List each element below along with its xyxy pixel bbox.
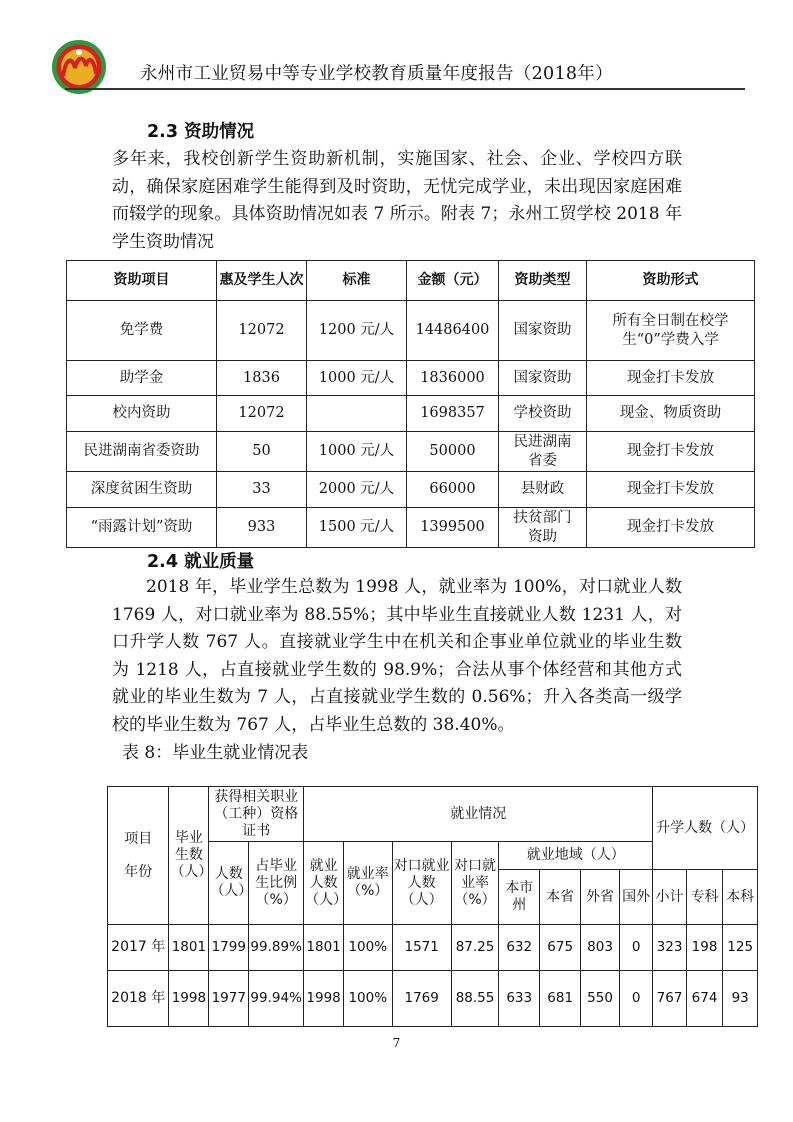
table-cell: 1399500 (407, 508, 499, 548)
table-header-cell: 小计 (653, 870, 686, 925)
table-header-cell: 对口就业人数（人） (392, 842, 451, 925)
table-cell: 12072 (217, 396, 307, 432)
table-cell: 现金、物质资助 (587, 396, 755, 432)
table-header-cell: 金额（元） (407, 261, 499, 301)
table-cell: 校内资助 (67, 396, 217, 432)
table-cell: 88.55 (451, 971, 498, 1027)
table-cell: 100% (344, 971, 393, 1027)
table-cell: 助学金 (67, 361, 217, 396)
table-header-cell: 标准 (307, 261, 407, 301)
table-cell: 674 (686, 971, 723, 1027)
table-header-cell: 资助类型 (499, 261, 587, 301)
table-cell: 1769 (392, 971, 451, 1027)
table-cell: 12072 (217, 301, 307, 361)
table-cell: 2000 元/人 (307, 472, 407, 508)
table-row (67, 361, 755, 396)
table-row (67, 396, 755, 432)
funding-table (66, 260, 755, 548)
table-cell: 县财政 (499, 472, 587, 508)
table-cell: 1977 (209, 971, 249, 1027)
table-row (67, 432, 755, 472)
table-cell: 深度贫困生资助 (67, 472, 217, 508)
table-cell: 现金打卡发放 (587, 472, 755, 508)
table-cell: 125 (723, 925, 758, 971)
table-cell: 1801 (304, 925, 344, 971)
table-cell: 50000 (407, 432, 499, 472)
table-header-cell: 升学人数（人） (653, 787, 758, 870)
table-cell: 550 (581, 971, 620, 1027)
table-cell: 87.25 (451, 925, 498, 971)
table-header-cell: 惠及学生人次 (217, 261, 307, 301)
table-row (108, 971, 758, 1027)
table-row (67, 472, 755, 508)
table-header-cell: 毕业生数（人） (169, 787, 209, 925)
table-cell: 14486400 (407, 301, 499, 361)
table-cell: 681 (540, 971, 581, 1027)
table-cell: 933 (217, 508, 307, 548)
table-cell: 2018 年 (108, 971, 169, 1027)
table-cell: 0 (619, 971, 652, 1027)
table-header-cell: 就业率（%） (344, 842, 393, 925)
table-cell: 1000 元/人 (307, 361, 407, 396)
table-cell: 1998 (169, 971, 209, 1027)
table-cell: 99.89% (249, 925, 304, 971)
table-header-cell: 本科 (723, 870, 758, 925)
table-cell: 民进湖南省委 (499, 432, 587, 472)
header-divider (65, 88, 745, 90)
table-cell: 66000 (407, 472, 499, 508)
table-row (108, 925, 758, 971)
table-cell: 国家资助 (499, 301, 587, 361)
page-number: 7 (392, 1036, 401, 1050)
table-cell: 1836000 (407, 361, 499, 396)
table-cell: 学校资助 (499, 396, 587, 432)
table-cell: 803 (581, 925, 620, 971)
section-heading-2-3: 2.3 资助情况 (147, 122, 255, 142)
table-header-cell: 本省 (540, 870, 581, 925)
section-paragraph-2-3: 多年来，我校创新学生资助新机制，实施国家、社会、企业、学校四方联动，确保家庭困难学生能得到及时资助，无忧完成学业，未出现因家庭困难而辍学的现象。具体资助情况如表 7 所示。附表 7；永州工贸学校 2018 年学生资助情况 (112, 149, 682, 252)
table-cell: 93 (723, 971, 758, 1027)
table-cell: 1000 元/人 (307, 432, 407, 472)
employment-table (107, 786, 758, 1027)
table-header-cell: 外省 (581, 870, 620, 925)
table-cell: 100% (344, 925, 393, 971)
item-year-header (108, 787, 169, 925)
table-cell: 1799 (209, 925, 249, 971)
table-cell: 国家资助 (499, 361, 587, 396)
table-cell: 33 (217, 472, 307, 508)
table-cell (307, 396, 407, 432)
year-header-label: 年份 (124, 863, 153, 880)
table-header-cell: 国外 (619, 870, 652, 925)
table-header-cell: 人数（人） (209, 842, 249, 925)
table-cell: 633 (499, 971, 540, 1027)
table-cell: 1836 (217, 361, 307, 396)
table-header-cell: 就业情况 (304, 787, 653, 842)
section-heading-2-4: 2.4 就业质量 (147, 552, 255, 572)
table-cell: 767 (653, 971, 686, 1027)
table-caption: 表 8：毕业生就业情况表 (122, 743, 309, 763)
table-header-row (67, 261, 755, 301)
table-header-cell: 对口就业率（%） (451, 842, 498, 925)
item-header-label: 项目 (124, 830, 153, 847)
table-cell: 323 (653, 925, 686, 971)
table-row (67, 508, 755, 548)
table-cell: 现金打卡发放 (587, 361, 755, 396)
table-header-cell: 专科 (686, 870, 723, 925)
table-header-cell: 就业地域（人） (499, 842, 653, 870)
table-cell: 现金打卡发放 (587, 508, 755, 548)
table-cell: 1500 元/人 (307, 508, 407, 548)
table-header-cell: 资助项目 (67, 261, 217, 301)
table-cell: 2017 年 (108, 925, 169, 971)
table-cell: “雨露计划”资助 (67, 508, 217, 548)
table-cell: 1200 元/人 (307, 301, 407, 361)
table-cell: 1801 (169, 925, 209, 971)
table-cell: 632 (499, 925, 540, 971)
table-cell: 198 (686, 925, 723, 971)
page-header-title: 永州市工业贸易中等专业学校教育质量年度报告（2018年） (140, 64, 613, 84)
table-header-cell: 占毕业生比例（%） (249, 842, 304, 925)
table-header-row (108, 787, 758, 842)
table-cell: 50 (217, 432, 307, 472)
table-cell: 1698357 (407, 396, 499, 432)
table-header-cell: 就业人数（人） (304, 842, 344, 925)
table-cell: 现金打卡发放 (587, 432, 755, 472)
table-cell: 675 (540, 925, 581, 971)
table-cell: 民进湖南省委资助 (67, 432, 217, 472)
table-cell: 所有全日制在校学生“0”学费入学 (587, 301, 755, 361)
section-paragraph-2-4: 2018 年，毕业学生总数为 1998 人，就业率为 100%，对口就业人数 1769 人，对口就业率为 88.55%；其中毕业生直接就业人数 1231 人，对口升学人数 767 人。直接就业学生中在机关和企事业单位就业的毕业生数为 1218 人，占直接就业学生数的 98.9%；合法从事个体经营和其他方式就业的毕业生数为 7 人，占直接就业学生数的 0.56%；升入各类高一级学校的毕业生数为 767 人，占毕业生总数的 38.40%。 (112, 577, 682, 735)
table-header-cell: 资助形式 (587, 261, 755, 301)
table-cell: 扶贫部门资助 (499, 508, 587, 548)
table-row (67, 301, 755, 361)
table-cell: 1571 (392, 925, 451, 971)
table-cell: 99.94% (249, 971, 304, 1027)
table-cell: 1998 (304, 971, 344, 1027)
table-header-cell: 本市州 (499, 870, 540, 925)
table-cell: 0 (619, 925, 652, 971)
table-cell: 免学费 (67, 301, 217, 361)
table-header-cell: 获得相关职业（工种）资格证书 (209, 787, 304, 842)
